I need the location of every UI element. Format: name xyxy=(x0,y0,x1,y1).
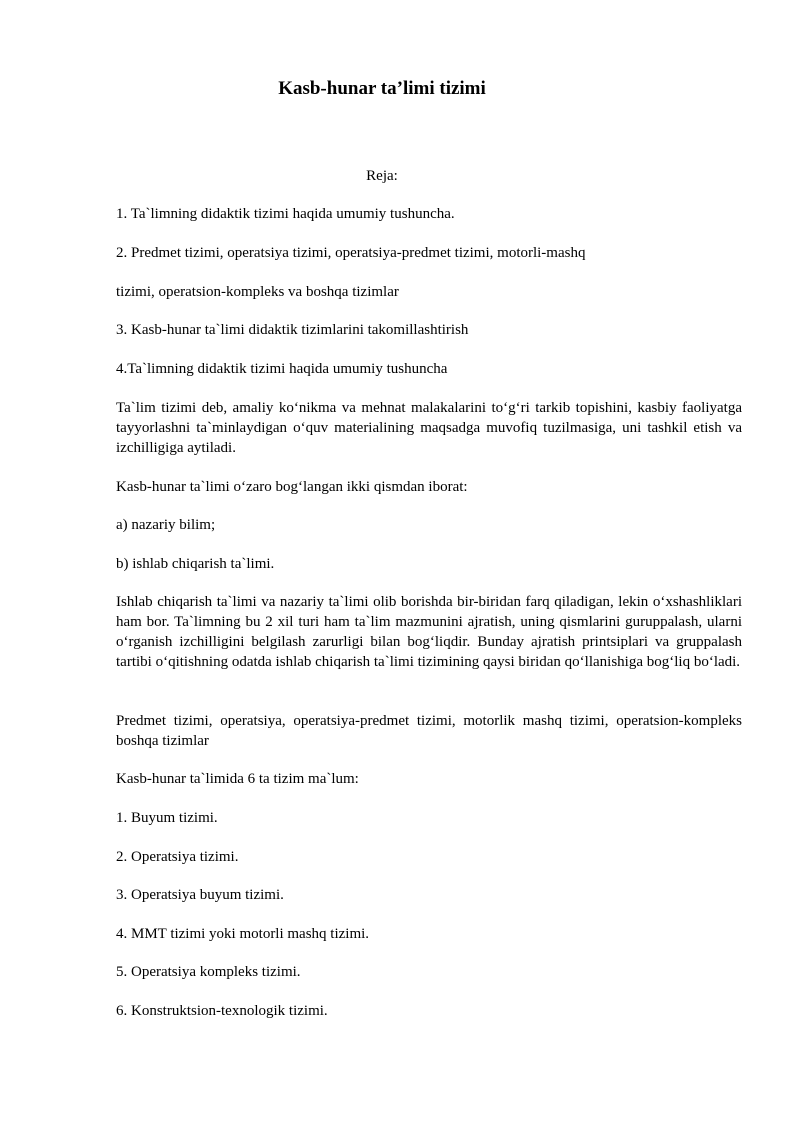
list-item: 4. MMT tizimi yoki motorli mashq tizimi. xyxy=(116,926,370,942)
paragraph: Kasb-hunar ta`limida 6 ta tizim ma`lum: xyxy=(116,771,359,787)
list-item: 5. Operatsiya kompleks tizimi. xyxy=(116,964,301,980)
section-heading: 4.Ta`limning didaktik tizimi haqida umumiy tushuncha xyxy=(116,361,448,377)
paragraph: Ta`lim tizimi deb, amaliy ko‘nikma va mehnat malakalarini to‘g‘ri tarkib topishini, kasbiy faoliyatga tayyorlashni ta`minlaydigan o‘quv materialining maqsadga muvofiq tuzilmasiga, uni tashkil etish va izchilligiga aytiladi. xyxy=(116,400,742,456)
paragraph: Predmet tizimi, operatsiya, operatsiya-predmet tizimi, motorlik mashq tizimi, operatsion-kompleks boshqa tizimlar xyxy=(116,713,742,749)
plan-item: 1. Ta`limning didaktik tizimi haqida umumiy tushuncha. xyxy=(116,206,455,222)
list-item: b) ishlab chiqarish ta`limi. xyxy=(116,556,275,572)
plan-label: Reja: xyxy=(366,168,398,184)
list-item: 6. Konstruktsion-texnologik tizimi. xyxy=(116,1003,328,1019)
plan-item: tizimi, operatsion-kompleks va boshqa tizimlar xyxy=(116,284,399,300)
list-item: 2. Operatsiya tizimi. xyxy=(116,849,239,865)
paragraph: Ishlab chiqarish ta`limi va nazariy ta`limi olib borishda bir-biridan farq qiladigan, lekin o‘xshashliklari ham bor. Ta`limning bu 2 xil turi ham ta`lim mazmunini ajratish, uning qismlarini guruppalash, ularni o‘rganish izchilligini belgilash zarurligi bilan bog‘liqdir. Bunday ajratish printsiplari va gruppalash tartibi o‘qitishning odatda ishlab chiqarish ta`limi tizimining qaysi biridan qo‘llanishiga bog‘liq bo‘ladi. xyxy=(116,594,742,670)
list-item: a) nazariy bilim; xyxy=(116,517,216,533)
document-title: Kasb-hunar ta’limi tizimi xyxy=(278,78,486,99)
plan-item: 2. Predmet tizimi, operatsiya tizimi, operatsiya-predmet tizimi, motorli-mashq xyxy=(116,245,586,261)
paragraph: Kasb-hunar ta`limi o‘zaro bog‘langan ikki qismdan iborat: xyxy=(116,479,468,495)
plan-item: 3. Kasb-hunar ta`limi didaktik tizimlarini takomillashtirish xyxy=(116,322,469,338)
list-item: 1. Buyum tizimi. xyxy=(116,810,218,826)
list-item: 3. Operatsiya buyum tizimi. xyxy=(116,887,284,903)
